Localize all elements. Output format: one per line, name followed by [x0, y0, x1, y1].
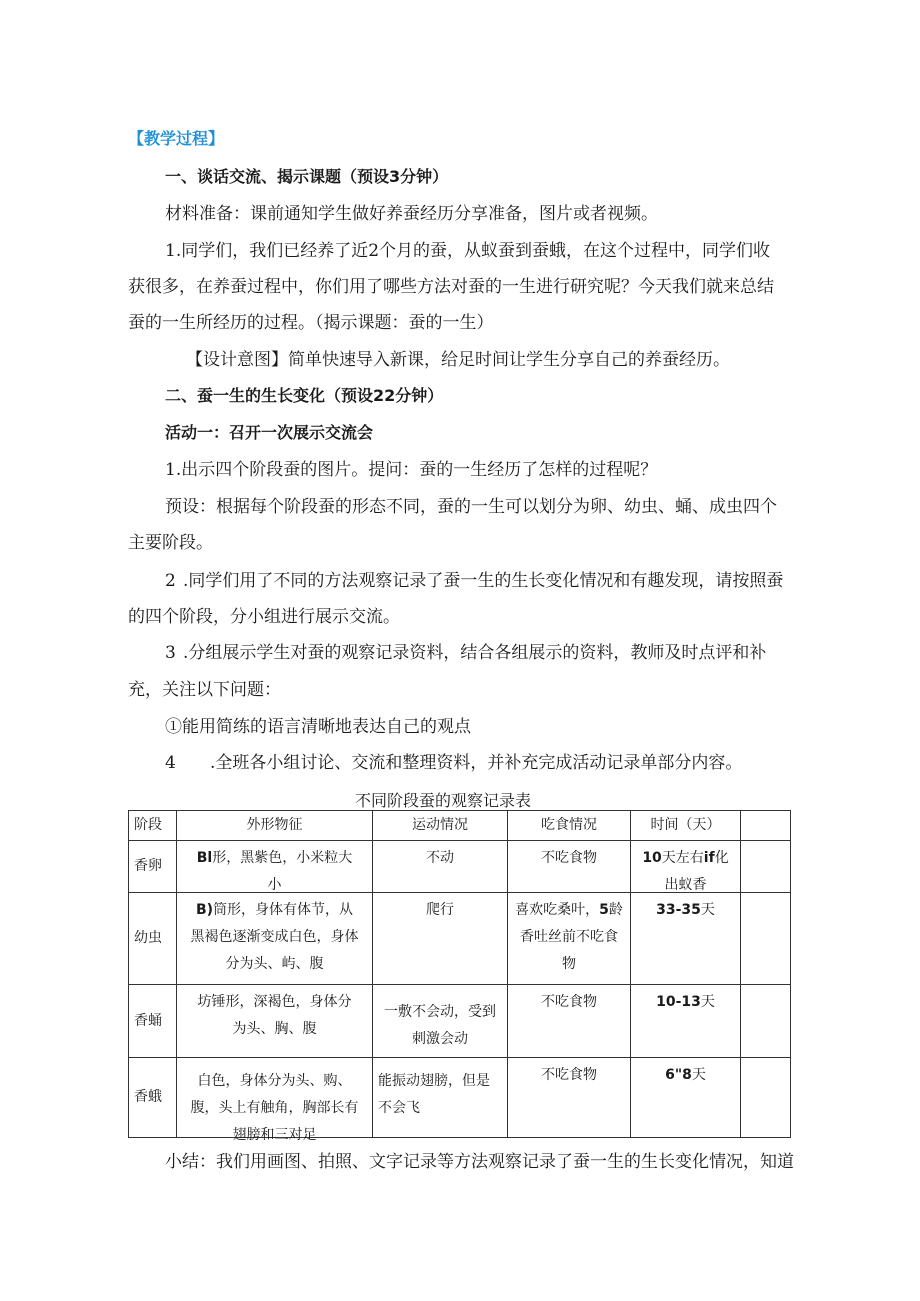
motion-text: 刺激会动: [412, 1031, 468, 1047]
time-if: if: [703, 850, 715, 866]
table-row: [129, 985, 791, 1058]
materials-paragraph: 材料准备：课前通知学生做好养蚕经历分享准备，图片或者视频。: [165, 204, 658, 224]
time-number: 10: [642, 850, 662, 866]
food-text: 物: [562, 956, 576, 972]
time-cell: [631, 893, 741, 985]
section-heading: 【教学过程】: [128, 129, 225, 148]
time-text: 出蚁香: [664, 877, 707, 893]
preset-line2: 主要阶段。: [128, 533, 213, 553]
extra-cell: [741, 985, 791, 1058]
time-cell: [631, 841, 741, 893]
time-number: 33-35: [656, 902, 701, 918]
table-row: [129, 1058, 791, 1138]
step2-line1: .同学们用了不同的方法观察记录了蚕一生的生长变化情况和有趣发现，请按照蚕: [183, 571, 784, 591]
shape-cell: [177, 893, 373, 985]
time-number: 10-13: [656, 994, 701, 1010]
motion-text: 能振动翅膀，但是: [378, 1073, 490, 1089]
step2-line2: 的四个阶段，分小组进行展示交流。: [128, 607, 400, 627]
food-cell: 不吃食物: [508, 985, 631, 1058]
shape-text: 白色，身体分为头、购、: [197, 1073, 352, 1089]
summary-paragraph: 小结：我们用画图、拍照、文字记录等方法观察记录了蚕一生的生长变化情况，知道: [165, 1152, 794, 1172]
step4-number: 4: [165, 753, 176, 773]
food-text: 香吐丝前不吃食: [520, 929, 618, 945]
extra-cell: [741, 1058, 791, 1138]
stage-cell: 香蛹: [129, 985, 177, 1058]
time-text: 天左右: [661, 850, 704, 866]
part2-title: 二、蚕一生的生长变化（预设22分钟）: [165, 386, 444, 405]
food-text: 喜欢吃桑叶，: [515, 902, 600, 918]
motion-cell: 不动: [373, 841, 508, 893]
header-extra: [741, 811, 791, 841]
shape-prefix: B): [195, 902, 214, 918]
food-cell: 不吃食物: [508, 1058, 631, 1138]
time-number: 6"8: [665, 1067, 692, 1083]
food-text: 龄: [608, 902, 623, 918]
food-number: 5: [599, 902, 609, 918]
motion-text: 不会飞: [378, 1100, 420, 1116]
shape-prefix: Bl: [196, 850, 213, 866]
shape-text: 分为头、屿、腹: [225, 956, 324, 972]
header-stage: 阶段: [129, 811, 177, 841]
header-shape: 外形物征: [177, 811, 373, 841]
time-unit: 天: [691, 1067, 706, 1083]
header-food: 吃食情况: [508, 811, 631, 841]
stage-cell: 幼虫: [129, 893, 177, 985]
shape-text: 翅膀和三对足: [232, 1127, 317, 1143]
step1-line1: 1.同学们，我们已经养了近2个月的蚕，从蚁蚕到蚕蛾，在这个过程中，同学们收: [165, 241, 771, 261]
time-cell: [631, 1058, 741, 1138]
time-unit: 天: [700, 902, 715, 918]
shape-text: 小: [267, 877, 282, 893]
step1-line2: 获很多，在养蚕过程中，你们用了哪些方法对蚕的一生进行研究呢？今天我们就来总结: [128, 277, 774, 297]
time-unit: 天: [700, 994, 715, 1010]
shape-cell: [177, 1058, 373, 1143]
step2-number: 2: [165, 571, 176, 591]
preset-line1: 预设：根据每个阶段蚕的形态不同，蚕的一生可以划分为卵、幼虫、蛹、成虫四个: [165, 497, 777, 517]
extra-cell: [741, 841, 791, 893]
extra-cell: [741, 893, 791, 985]
time-text: 化: [714, 850, 729, 866]
activity-title: 活动一：召开一次展示交流会: [165, 423, 374, 442]
step4-line1: .全班各小组讨论、交流和整理资料，并补充完成活动记录单部分内容。: [210, 753, 743, 773]
step3-line2: 充，关注以下问题：: [128, 680, 281, 700]
step3-line1: .分组展示学生对蚕的观察记录资料，结合各组展示的资料，教师及时点评和补: [183, 643, 767, 663]
header-motion: 运动情况: [373, 811, 508, 841]
step1-line3: 蚕的一生所经历的过程。（揭示课题：蚕的一生）: [128, 313, 494, 333]
shape-text: 黑褐色逐渐变成白色，身体: [190, 929, 359, 945]
motion-cell: [373, 1058, 508, 1138]
shape-cell: [177, 841, 373, 893]
motion-cell: [373, 985, 508, 1058]
food-cell: 不吃食物: [508, 841, 631, 893]
step1-question: 1.出示四个阶段蚕的图片。提问：蚕的一生经历了怎样的过程呢？: [165, 460, 658, 480]
shape-text: 腹，头上有触角，胸部长有: [190, 1100, 359, 1116]
motion-cell: 爬行: [373, 893, 508, 985]
observation-table: [128, 810, 791, 1143]
shape-text: 筒形，身体有体节，从: [213, 902, 354, 918]
table-row: [129, 841, 791, 893]
time-cell: [631, 985, 741, 1058]
header-time: 时间（天）: [631, 811, 741, 841]
part1-title: 一、谈话交流、揭示课题（预设3分钟）: [165, 167, 449, 186]
shape-cell: [177, 985, 373, 1058]
food-cell: [508, 893, 631, 985]
point1: ①能用简练的语言清晰地表达自己的观点: [165, 717, 471, 737]
stage-cell: 香蛾: [129, 1058, 177, 1138]
stage-cell: 香卵: [129, 841, 177, 893]
shape-text: 形，黑紫色，小米粒大: [212, 850, 353, 866]
step3-number: 3: [165, 643, 176, 663]
table-caption: 不同阶段蚕的观察记录表: [355, 791, 532, 810]
table-row: [129, 893, 791, 985]
motion-text: 一敷不会动，受到: [384, 1004, 496, 1020]
design-intent: 【设计意图】简单快速导入新课，给足时间让学生分享自己的养蚕经历。: [186, 350, 730, 370]
table-header-row: [129, 811, 791, 841]
shape-text: 为头、胸、腹: [232, 1021, 317, 1037]
shape-text: 坊锤形，深褐色，身体分: [197, 994, 352, 1010]
